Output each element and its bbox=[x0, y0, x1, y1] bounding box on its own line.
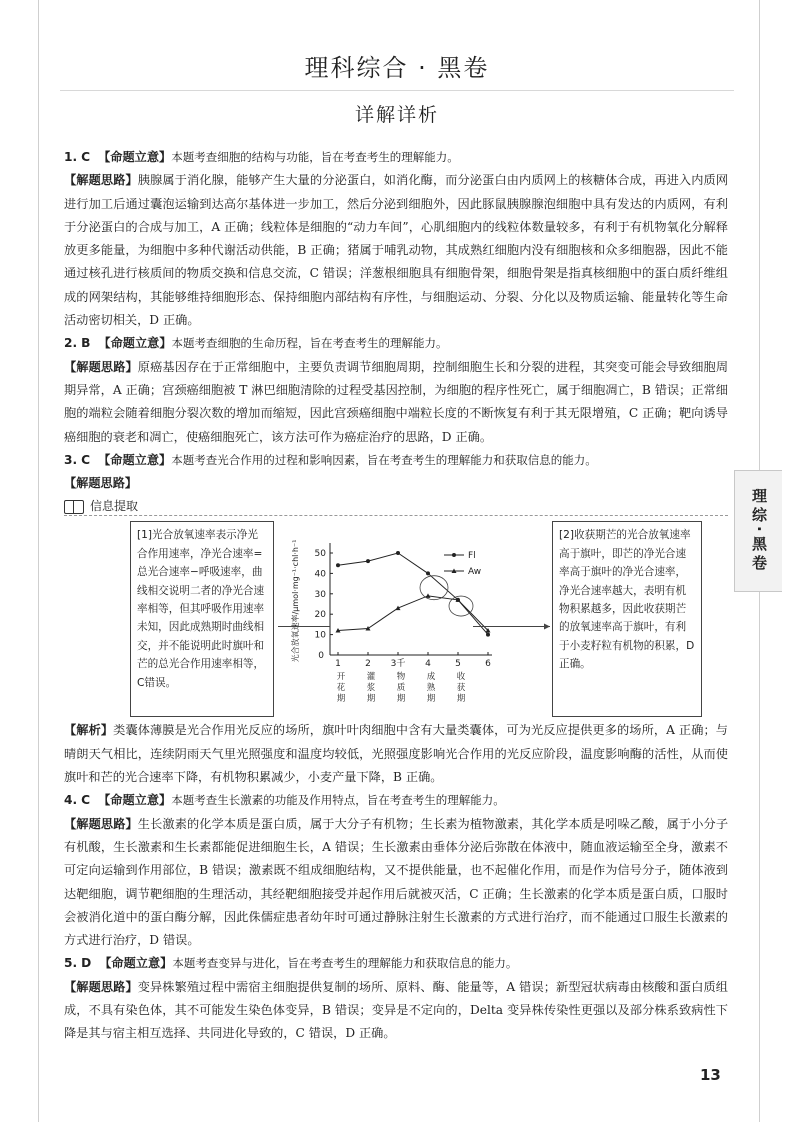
extra-tag: 【解析】 bbox=[64, 723, 114, 738]
analysis-text: 胰腺属于消化腺，能够产生大量的分泌蛋白，如消化酶，而分泌蛋白由内质网上的核糖体合成，再进入内质网进行加工后通过囊泡运输到达高尔基体进一步加工，然后分泌到细胞外，因此豚鼠胰腺腺泡细胞中具有发达的内质网，有利于分泌蛋白的合成与加工，A 正确；线粒体是细胞的“动力车间”，心肌细胞内的线粒体数量较多，有利于有机物氧化分解释放更多能量，为细胞中多种代谢活动供能，B 正确；猪属于哺乳动物，其成熟红细胞内没有细胞核和众多细胞器，因此不能通过核孔进行核质间的物质交换和信息交流，C 错误；洋葱根细胞具有细胞骨架，细胞骨架是指真核细胞中的蛋白质纤维组成的网架结构，其能够维持细胞形态、保持细胞内部结构有序性，与细胞运动、分裂、分化以及物质运输、能量转化等生命活动密切相关，D 正确。 bbox=[64, 173, 729, 328]
purpose-tag: 【命题立意】 bbox=[98, 452, 172, 467]
answer-content bbox=[64, 146, 728, 1046]
info-divider bbox=[64, 515, 728, 516]
x-tick-word: 获 bbox=[456, 683, 466, 694]
question-2-header bbox=[64, 332, 728, 355]
data-point-fl bbox=[366, 560, 370, 564]
question-number: 3. bbox=[64, 452, 78, 467]
x-tick-number: 5 bbox=[455, 659, 461, 670]
page-title: 理科综合 · 黑卷 bbox=[304, 54, 490, 82]
purpose-tag: 【命题立意】 bbox=[98, 793, 172, 808]
title-divider bbox=[60, 90, 734, 91]
book-icon bbox=[64, 500, 84, 514]
data-point-fl bbox=[486, 633, 490, 637]
side-tab[interactable]: 理综·黑卷 bbox=[734, 470, 782, 592]
question-answer: D bbox=[81, 956, 92, 971]
page-subtitle: 详解详析 bbox=[354, 104, 439, 126]
question-answer: C bbox=[81, 452, 91, 467]
x-tick-word: 收 bbox=[456, 672, 466, 683]
y-tick-label: 0 bbox=[318, 651, 324, 662]
legend-marker bbox=[452, 553, 456, 557]
x-tick-number: 4 bbox=[425, 659, 431, 670]
y-axis-label: 光合放氧速率/μmol·mg⁻¹·chl·h⁻¹ bbox=[291, 540, 300, 663]
question-number: 1. bbox=[64, 150, 78, 164]
x-tick-word: 期 bbox=[396, 694, 406, 705]
series-line-fl bbox=[338, 553, 488, 635]
pointer-arrowhead bbox=[544, 624, 550, 630]
x-tick-number: 6 bbox=[485, 659, 491, 670]
info-extraction-figure bbox=[64, 495, 728, 719]
x-tick-word: 浆 bbox=[366, 683, 376, 694]
y-tick-label: 40 bbox=[314, 569, 326, 580]
question-1-header bbox=[64, 146, 728, 169]
x-tick-word: 开 bbox=[336, 672, 346, 683]
x-tick-word: 成 bbox=[426, 672, 436, 683]
x-tick-word: 花 bbox=[336, 683, 346, 694]
analysis-tag: 【解题思路】 bbox=[64, 979, 138, 994]
purpose-text: 本题考查生长激素的功能及作用特点，旨在考查考生的理解能力。 bbox=[171, 793, 505, 808]
x-tick-word: 期 bbox=[336, 694, 346, 705]
x-tick-word: 期 bbox=[456, 694, 466, 705]
purpose-tag: 【命题立意】 bbox=[99, 956, 173, 971]
x-tick-word: 熟 bbox=[426, 683, 436, 694]
legend-label: Aw bbox=[468, 567, 482, 578]
analysis-text: 变异株繁殖过程中需宿主细胞提供复制的场所、原料、酶、能量等，A 错误；新型冠状病毒由核酸和蛋白质组成，不具有染色体，其不可能发生染色体变异，B 错误；变异是不定向的，Delta 变异株传染性更强以及部分株系致病性下降是其与宿主相互选择、共同进化导致的，C 错误，D 正确。 bbox=[64, 979, 728, 1041]
question-1-analysis bbox=[64, 169, 728, 332]
question-number: 4. bbox=[64, 793, 78, 808]
question-answer: B bbox=[81, 336, 91, 351]
data-point-fl bbox=[396, 551, 400, 555]
legend-label: Fl bbox=[468, 551, 476, 562]
question-number: 5. bbox=[64, 956, 78, 971]
purpose-text: 本题考查细胞的结构与功能，旨在考查考生的理解能力。 bbox=[171, 150, 459, 164]
highlight-circle-harvest bbox=[449, 596, 473, 616]
question-5-analysis bbox=[64, 976, 728, 1046]
question-answer: C bbox=[81, 793, 91, 808]
question-2-analysis bbox=[64, 356, 728, 449]
question-3-extra bbox=[64, 719, 728, 789]
analysis-tag: 【解题思路】 bbox=[64, 816, 138, 831]
purpose-tag: 【命题立意】 bbox=[98, 150, 172, 164]
question-5-header bbox=[64, 952, 728, 975]
analysis-text: 原癌基因存在于正常细胞中，主要负责调节细胞周期，控制细胞生长和分裂的进程，其突变可能会导致细胞周期异常，A 正确；宫颈癌细胞被 T 淋巴细胞清除的过程受基因控制，为细胞的程序性死亡，属于细胞凋亡，B 错误；正常细胞的端粒会随着细胞分裂次数的增加而缩短，因此宫颈癌细胞中端粒长度的不断恢复有利于其无限增殖，C 正确；靶向诱导癌细胞的衰老和凋亡，使癌细胞死亡，该方法可作为癌症治疗的思路，D 正确。 bbox=[64, 359, 729, 444]
purpose-tag: 【命题立意】 bbox=[98, 336, 172, 351]
x-tick-word: 质 bbox=[396, 683, 406, 694]
y-tick-label: 50 bbox=[314, 549, 326, 560]
data-point-fl bbox=[336, 564, 340, 568]
x-tick-number: 3千 bbox=[390, 659, 406, 670]
purpose-text: 本题考查光合作用的过程和影响因素，旨在考查考生的理解能力和获取信息的能力。 bbox=[171, 452, 597, 467]
analysis-text: 生长激素的化学本质是蛋白质，属于大分子有机物；生长素为植物激素，其化学本质是吲哚乙酸，属于小分子有机酸，生长激素和生长素都能促进细胞生长，A 错误；生长激素由垂体分泌后弥散在体液中，随血液运输至全身，激素不可定向运输到作用部位，B 错误；激素既不组成细胞结构，又不提供能量，也不起催化作用，而是作为信号分子，随体液到达靶细胞，调节靶细胞的生理活动，其经靶细胞接受并起作用后就被灭活，C 正确；生长激素的化学本质是蛋白质，口服时会被消化道中的蛋白酶分解，因此侏儒症患者幼年时可通过静脉注射生长激素的方式进行治疗，而不能通过口服生长激素的方式进行治疗，D 错误。 bbox=[64, 816, 729, 948]
x-tick-word: 物 bbox=[396, 672, 406, 683]
x-tick-word: 灌 bbox=[366, 672, 376, 683]
data-point-fl bbox=[426, 572, 430, 576]
question-4-header bbox=[64, 789, 728, 812]
analysis-tag: 【解题思路】 bbox=[64, 476, 138, 491]
oxygen-rate-chart bbox=[278, 521, 550, 717]
question-answer: C bbox=[81, 150, 91, 164]
purpose-text: 本题考查变异与进化，旨在考查考生的理解能力和获取信息的能力。 bbox=[172, 956, 518, 971]
question-3-analysis-tag bbox=[64, 472, 728, 495]
x-tick-word: 期 bbox=[366, 694, 376, 705]
y-tick-label: 30 bbox=[314, 590, 326, 601]
analysis-tag: 【解题思路】 bbox=[64, 173, 138, 188]
info-box-left: [1]光合放氧速率表示净光合作用速率，净光合速率=总光合速率−呼吸速率，曲线相交说明二者的净光合速率相等，但其呼吸作用速率未知，因此成熟期时曲线相交，并不能说明此时旗叶和芒的总光合作用速率相等，C错误。 bbox=[130, 521, 274, 717]
x-tick-number: 2 bbox=[365, 659, 371, 670]
y-tick-label: 10 bbox=[314, 631, 326, 642]
page-number: 13 bbox=[700, 1066, 721, 1084]
info-label: 信息提取 bbox=[90, 499, 139, 514]
analysis-tag: 【解题思路】 bbox=[64, 359, 138, 374]
extra-text: 类囊体薄膜是光合作用光反应的场所，旗叶叶肉细胞中含有大量类囊体，可为光反应提供更多的场所，A 正确；与晴朗天气相比，连续阴雨天气里光照强度和温度均较低，光照强度影响光合作用的光反应阶段，温度影响酶的活性，从而使旗叶和芒的光合速率下降，有机物积累减少，小麦产量下降，B 正确。 bbox=[64, 723, 728, 785]
info-box-right: [2]收获期芒的光合放氧速率高于旗叶，即芒的净光合速率高于旗叶的净光合速率，净光合速率越大，表明有机物积累越多，因此收获期芒的放氧速率高于旗叶，有利于小麦籽粒有机物的积累，D正确。 bbox=[552, 521, 702, 717]
x-tick-number: 1 bbox=[335, 659, 341, 670]
question-3-header bbox=[64, 449, 728, 472]
y-tick-label: 20 bbox=[314, 610, 326, 621]
question-4-analysis bbox=[64, 813, 728, 953]
x-tick-word: 期 bbox=[426, 694, 436, 705]
question-number: 2. bbox=[64, 336, 78, 351]
series-line-aw bbox=[338, 596, 488, 631]
purpose-text: 本题考查细胞的生命历程，旨在考查考生的理解能力。 bbox=[171, 336, 448, 351]
